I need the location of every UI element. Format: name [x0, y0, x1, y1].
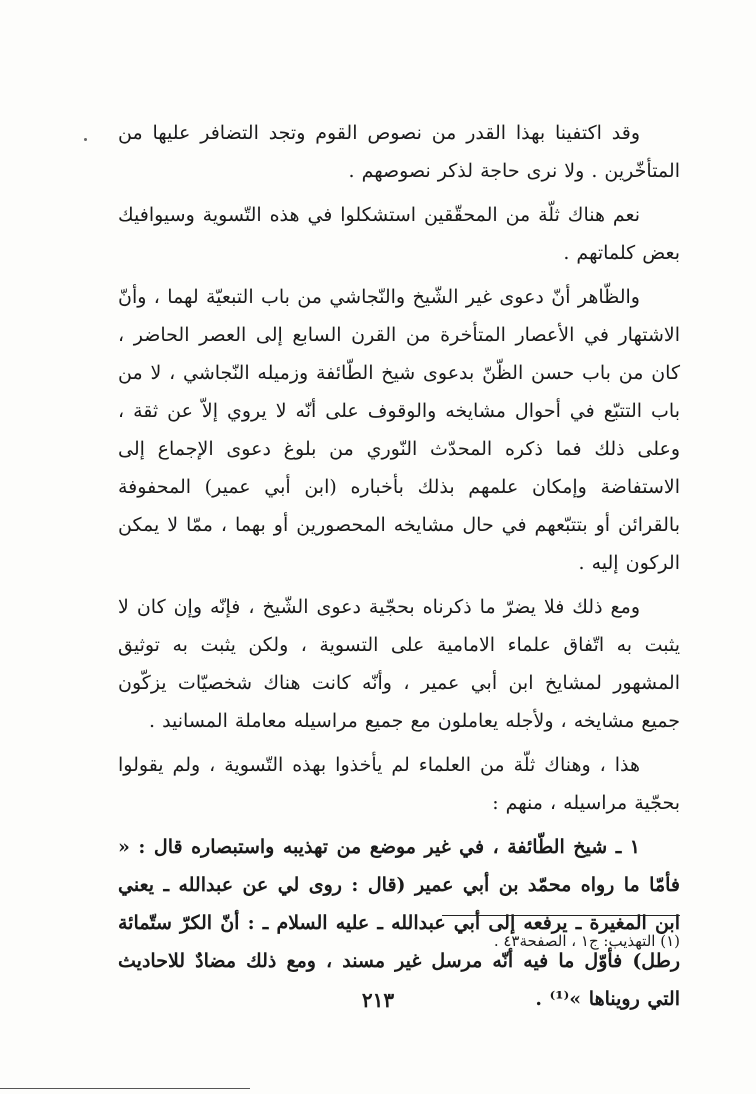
paragraph-2: نعم هناك ثلّة من المحقّقين استشكلوا في هذه التّسوية وسيوافيك بعض كلماتهم .: [118, 204, 680, 264]
scan-edge-line: [0, 1088, 250, 1089]
paragraph-5: هذا ، وهناك ثلّة من العلماء لم يأخذوا بهذه التّسوية ، ولم يقولوا بحجّية مراسيله ، منهم :: [118, 754, 680, 814]
page-number: ٢١٣: [361, 988, 395, 1012]
footnote: (١) التهذيب: ج١ ، الصفحة٤٣ .: [493, 932, 680, 950]
main-text: [118, 114, 680, 1018]
paragraph-6: ١ ـ شيخ الطّائفة ، في غير موضع من تهذيبه واستبصاره قال : « فأمّا ما رواه محمّد بن أبي عمير (قال : روى لي عن عبدالله ـ يعني ابن المغيرة ـ يرفعه إلى أبي عبدالله ـ عليه السلام ـ : أنّ الكرّ ستّمائة رطل) فأوّل ما فيه أنّه مرسل غير مسند ، ومع ذلك مضادٌ للاحاديث التي رويناها »⁽¹⁾ .: [118, 836, 680, 1010]
paragraph-3: والظّاهر أنّ دعوى غير الشّيخ والنّجاشي من باب التبعيّة لهما ، وأنّ الاشتهار في الأعصار المتأخرة من القرن السابع إلى العصر الحاضر ، كان من باب حسن الظّنّ بدعوى شيخ الطّائفة وزميله النّجاشي ، لا من باب التتبّع في أحوال مشايخه والوقوف على أنّه لا يروي إلاّ عن ثقة ، وعلى ذلك فما ذكره المحدّث النّوري من بلوغ دعوى الإجماع إلى الاستفاضة وإمكان علمهم بذلك بأخباره (ابن أبي عمير) المحفوفة بالقرائن أو بتتبّعهم في حال مشايخه المحصورين أو بهما ، ممّا لا يمكن الركون إليه .: [118, 286, 680, 574]
footnote-divider: [442, 915, 680, 916]
scan-speck: [84, 138, 87, 141]
paragraph-4: ومع ذلك فلا يضرّ ما ذكرناه بحجّية دعوى الشّيخ ، فإنّه وإن كان لا يثبت به اتّفاق علماء الامامية على التسوية ، ولكن يثبت به توثيق المشهور لمشايخ ابن أبي عمير ، وأنّه كانت هناك شخصيّات يزكّون جميع مشايخه ، ولأجله يعاملون مع جميع مراسيله معاملة المسانيد .: [118, 596, 680, 732]
paragraph-1: وقد اكتفينا بهذا القدر من نصوص القوم وتجد التضافر عليها من المتأخّرين . ولا نرى حاجة لذكر نصوصهم .: [118, 122, 680, 182]
